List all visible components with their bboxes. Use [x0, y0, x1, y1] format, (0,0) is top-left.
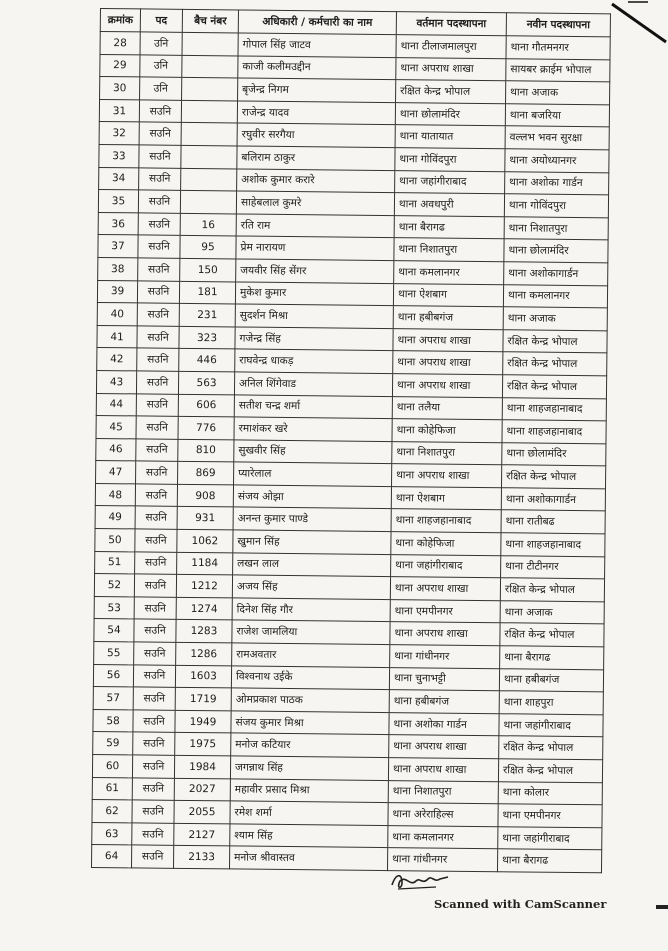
cell-new-posting: थाना अजाक: [500, 601, 604, 625]
cell-post: सउनि: [132, 755, 174, 778]
cell-serial: 28: [100, 32, 140, 55]
cell-current-posting: थाना अपराध शाखा: [393, 351, 503, 375]
cell-new-posting: रक्षित केन्द्र भोपाल: [500, 578, 604, 602]
cell-post: सउनि: [134, 642, 176, 665]
cell-name: अजय सिंह: [232, 575, 390, 599]
cell-post: सउनि: [135, 529, 177, 552]
cell-new-posting: थाना बैरागढ: [500, 646, 604, 670]
cell-batch: 1184: [177, 552, 233, 575]
cell-batch: 776: [178, 416, 234, 439]
cell-new-posting: थाना कोलार: [498, 781, 602, 805]
cell-serial: 54: [94, 619, 134, 642]
cell-batch: 563: [178, 371, 234, 394]
cell-serial: 39: [97, 280, 137, 303]
cell-new-posting: थाना छोलामंदिर: [502, 442, 606, 466]
cell-new-posting: थाना एमपीनगर: [498, 804, 602, 828]
cell-post: सउनि: [139, 122, 181, 145]
cell-current-posting: थाना अपराध शाखा: [392, 464, 502, 488]
cell-name: सुखवीर सिंह: [234, 440, 392, 464]
cell-current-posting: थाना शाहजहानाबाद: [391, 509, 501, 533]
cell-post: उनि: [140, 32, 182, 55]
header-current-posting: वर्तमान पदस्थापना: [396, 12, 506, 36]
cell-name: साहेबलाल कुमरे: [236, 191, 394, 215]
cell-serial: 57: [93, 687, 133, 710]
cell-new-posting: थाना रातीबढ: [501, 510, 605, 534]
cell-post: सउनि: [139, 167, 181, 190]
cell-post: सउनि: [137, 326, 179, 349]
cell-post: उनि: [140, 77, 182, 100]
cell-current-posting: थाना बैरागढ: [394, 215, 504, 239]
cell-serial: 36: [98, 212, 138, 235]
cell-name: ओमप्रकाश पाठक: [231, 688, 389, 712]
cell-current-posting: थाना अपराध शाखा: [388, 758, 498, 782]
cell-current-posting: थाना अवधपुरी: [394, 193, 504, 217]
cell-post: सउनि: [136, 371, 178, 394]
signature: [388, 867, 458, 893]
cell-new-posting: थाना शाहपुरा: [499, 691, 603, 715]
cell-serial: 64: [91, 845, 131, 868]
cell-current-posting: थाना कोहेफिजा: [392, 419, 502, 443]
corner-pen-mark: [608, 0, 668, 45]
cell-current-posting: थाना यातायात: [395, 125, 505, 149]
cell-current-posting: थाना अपराध शाखा: [390, 622, 500, 646]
cell-batch: 1212: [176, 575, 232, 598]
cell-serial: 30: [100, 77, 140, 100]
cell-name: जयवीर सिंह सेंगर: [236, 259, 394, 283]
cell-batch: 1975: [175, 733, 231, 756]
cell-batch: 1603: [175, 665, 231, 688]
cell-new-posting: थाना अशोकागार्डन: [504, 262, 608, 286]
cell-post: सउनि: [133, 710, 175, 733]
cell-current-posting: थाना अरेराहिल्स: [388, 803, 498, 827]
cell-batch: 2127: [174, 823, 230, 846]
cell-post: सउनि: [134, 619, 176, 642]
cell-serial: 41: [97, 325, 137, 348]
cell-serial: 33: [99, 144, 139, 167]
cell-current-posting: थाना निशातपुरा: [394, 238, 504, 262]
cell-batch: [181, 123, 237, 146]
cell-serial: 59: [93, 732, 133, 755]
cell-new-posting: रक्षित केन्द्र भोपाल: [499, 736, 603, 760]
cell-batch: 908: [177, 484, 233, 507]
cell-current-posting: थाना कोहेफिजा: [391, 532, 501, 556]
header-batch: बैच नंबर: [182, 9, 238, 33]
cell-name: दिनेश सिंह गौर: [232, 598, 390, 622]
header-post: पद: [140, 9, 182, 32]
cell-current-posting: थाना जहांगीराबाद: [395, 170, 505, 194]
cell-post: सउनि: [137, 348, 179, 371]
cell-batch: 810: [178, 439, 234, 462]
cell-batch: [181, 168, 237, 191]
cell-current-posting: थाना गांधीनगर: [387, 848, 497, 872]
cell-current-posting: थाना अशोका गार्डन: [389, 712, 499, 736]
cell-new-posting: थाना गौतमनगर: [506, 36, 610, 60]
cell-new-posting: थाना शाहजहानाबाद: [502, 420, 606, 444]
edge-mark: [656, 905, 668, 909]
cell-post: सउनि: [133, 732, 175, 755]
cell-current-posting: थाना टीलाजमालपुरा: [396, 35, 506, 59]
cell-name: राजेश जामलिया: [232, 620, 390, 644]
cell-name: श्याम सिंह: [230, 824, 388, 848]
cell-serial: 60: [92, 754, 132, 777]
table-body: [91, 32, 610, 873]
cell-current-posting: थाना निशातपुरा: [388, 780, 498, 804]
cell-new-posting: थाना बैरागढ: [497, 849, 601, 873]
cell-name: जगन्नाथ सिंह: [230, 756, 388, 780]
cell-new-posting: थाना शाहजहानाबाद: [502, 397, 606, 421]
cell-new-posting: थाना बजरिया: [505, 104, 609, 128]
cell-new-posting: थाना हबीबगंज: [499, 668, 603, 692]
cell-batch: 1062: [177, 529, 233, 552]
cell-batch: 2027: [174, 778, 230, 801]
cell-name: गजेन्द्र सिंह: [235, 327, 393, 351]
cell-serial: 29: [100, 54, 140, 77]
cell-name: सुदर्शन मिश्रा: [235, 304, 393, 328]
cell-post: सउनि: [139, 100, 181, 123]
cell-current-posting: थाना चुनाभट्टी: [389, 667, 499, 691]
cell-current-posting: थाना कमलानगर: [388, 825, 498, 849]
cell-serial: 35: [98, 190, 138, 213]
cell-post: सउनि: [138, 213, 180, 236]
cell-name: काजी कलीमउद्दीन: [238, 56, 396, 80]
cell-batch: [181, 145, 237, 168]
cell-name: संजय ओझा: [233, 485, 391, 509]
cell-serial: 45: [96, 416, 136, 439]
cell-name: मुकेश कुमार: [235, 281, 393, 305]
cell-post: सउनि: [133, 665, 175, 688]
cell-new-posting: थाना टीटीनगर: [501, 555, 605, 579]
cell-current-posting: थाना अपराध शाखा: [393, 328, 503, 352]
cell-serial: 51: [95, 551, 135, 574]
cell-batch: 1949: [175, 710, 231, 733]
cell-batch: 1719: [175, 688, 231, 711]
cell-serial: 46: [96, 438, 136, 461]
cell-name: रामअवतार: [232, 643, 390, 667]
cell-serial: 50: [95, 529, 135, 552]
cell-name: मनोज श्रीवास्तव: [229, 846, 387, 870]
cell-serial: 31: [99, 99, 139, 122]
cell-post: सउनि: [137, 303, 179, 326]
cell-current-posting: थाना एमपीनगर: [390, 599, 500, 623]
cell-new-posting: रक्षित केन्द्र भोपाल: [498, 759, 602, 783]
cell-new-posting: थाना छोलामंदिर: [504, 239, 608, 263]
cell-current-posting: थाना ऐशबाग: [393, 283, 503, 307]
cell-current-posting: रक्षित केन्द्र भोपाल: [396, 80, 506, 104]
cell-batch: 931: [177, 507, 233, 530]
cell-batch: [182, 55, 238, 78]
cell-name: अनन्त कुमार पाण्डे: [233, 507, 391, 531]
cell-post: सउनि: [138, 190, 180, 213]
cell-name: संजय कुमार मिश्रा: [231, 711, 389, 735]
cell-name: रमेश शर्मा: [230, 801, 388, 825]
cell-current-posting: थाना गांधीनगर: [390, 645, 500, 669]
cell-new-posting: वल्लभ भवन सुरक्षा: [505, 126, 609, 150]
cell-serial: 52: [94, 574, 134, 597]
cell-name: लखन लाल: [233, 553, 391, 577]
cell-new-posting: थाना अजाक: [503, 307, 607, 331]
cell-serial: 61: [92, 777, 132, 800]
cell-new-posting: थाना अशोकागार्डन: [501, 488, 605, 512]
cell-post: सउनि: [131, 845, 173, 868]
cell-current-posting: थाना हबीबगंज: [389, 690, 499, 714]
cell-name: प्रेम नारायण: [236, 236, 394, 260]
cell-new-posting: रक्षित केन्द्र भोपाल: [502, 375, 606, 399]
cell-serial: 40: [97, 303, 137, 326]
cell-current-posting: थाना हबीबगंज: [393, 306, 503, 330]
cell-new-posting: थाना अजाक: [506, 81, 610, 105]
cell-name: मनोज कटियार: [231, 733, 389, 757]
cell-batch: 1984: [174, 755, 230, 778]
cell-serial: 38: [98, 257, 138, 280]
cell-batch: 95: [180, 236, 236, 259]
cell-post: सउनि: [132, 800, 174, 823]
scanner-watermark: Scanned with CamScanner: [434, 897, 607, 911]
cell-post: सउनि: [138, 235, 180, 258]
cell-serial: 56: [93, 664, 133, 687]
transfer-list-table: [91, 8, 611, 873]
cell-serial: 63: [92, 822, 132, 845]
cell-post: सउनि: [139, 145, 181, 168]
cell-serial: 53: [94, 596, 134, 619]
cell-name: विश्वनाथ उईके: [231, 666, 389, 690]
cell-batch: 150: [180, 258, 236, 281]
cell-current-posting: थाना अपराध शाखा: [396, 57, 506, 81]
cell-new-posting: थाना कमलानगर: [503, 284, 607, 308]
cell-current-posting: थाना अपराध शाखा: [392, 373, 502, 397]
cell-post: सउनि: [134, 597, 176, 620]
cell-batch: [180, 191, 236, 214]
cell-post: सउनि: [134, 574, 176, 597]
cell-serial: 48: [95, 483, 135, 506]
cell-batch: 323: [179, 326, 235, 349]
cell-batch: 2055: [174, 801, 230, 824]
cell-new-posting: थाना गोविंदपुरा: [504, 194, 608, 218]
cell-new-posting: थाना अशोका गार्डन: [505, 171, 609, 195]
transfer-list-table-wrapper: [91, 8, 610, 873]
cell-name: बलिराम ठाकुर: [237, 146, 395, 170]
cell-post: सउनि: [132, 823, 174, 846]
cell-new-posting: थाना जहांगीराबाद: [499, 714, 603, 738]
cell-serial: 43: [96, 370, 136, 393]
cell-current-posting: थाना अपराध शाखा: [389, 735, 499, 759]
header-name: अधिकारी / कर्मचारी का नाम: [238, 10, 396, 35]
cell-serial: 32: [99, 122, 139, 145]
cell-batch: 16: [180, 213, 236, 236]
cell-name: खुमान सिंह: [233, 530, 391, 554]
cell-post: सउनि: [135, 484, 177, 507]
cell-post: सउनि: [135, 506, 177, 529]
cell-post: सउनि: [135, 552, 177, 575]
cell-name: राघवेन्द्र धाकड़: [235, 349, 393, 373]
cell-serial: 42: [97, 348, 137, 371]
cell-batch: [182, 32, 238, 55]
cell-new-posting: थाना शाहजहानाबाद: [501, 533, 605, 557]
cell-batch: 1274: [176, 597, 232, 620]
cell-batch: 231: [179, 303, 235, 326]
cell-post: सउनि: [138, 258, 180, 281]
cell-batch: [182, 78, 238, 101]
cell-batch: 869: [178, 462, 234, 485]
cell-batch: 1286: [176, 642, 232, 665]
cell-serial: 47: [96, 461, 136, 484]
cell-current-posting: थाना ऐशबाग: [391, 486, 501, 510]
cell-name: बृजेन्द्र निगम: [238, 78, 396, 102]
cell-serial: 58: [93, 709, 133, 732]
cell-new-posting: रक्षित केन्द्र भोपाल: [500, 623, 604, 647]
cell-post: सउनि: [136, 393, 178, 416]
cell-new-posting: रक्षित केन्द्र भोपाल: [501, 465, 605, 489]
cell-current-posting: थाना तलैया: [392, 396, 502, 420]
cell-post: सउनि: [137, 280, 179, 303]
cell-name: राजेन्द्र यादव: [237, 101, 395, 125]
cell-current-posting: थाना अपराध शाखा: [390, 577, 500, 601]
cell-new-posting: थाना जहांगीराबाद: [498, 826, 602, 850]
header-serial: क्रमांक: [100, 9, 140, 32]
cell-name: सतीश चन्द्र शर्मा: [234, 394, 392, 418]
cell-batch: 446: [179, 349, 235, 372]
cell-name: रमाशंकर खरे: [234, 417, 392, 441]
cell-serial: 62: [92, 800, 132, 823]
table-row: [91, 845, 601, 873]
cell-post: सउनि: [136, 461, 178, 484]
cell-serial: 37: [98, 235, 138, 258]
cell-current-posting: थाना जहांगीराबाद: [391, 554, 501, 578]
cell-batch: 1283: [176, 620, 232, 643]
cell-batch: 2133: [173, 846, 229, 869]
cell-serial: 55: [94, 642, 134, 665]
header-new-posting: नवीन पदस्थापना: [506, 13, 610, 37]
cell-name: प्यारेलाल: [234, 462, 392, 486]
cell-current-posting: थाना गोविंदपुरा: [395, 148, 505, 172]
cell-name: गोपाल सिंह जाटव: [238, 33, 396, 57]
cell-new-posting: रक्षित केन्द्र भोपाल: [503, 352, 607, 376]
cell-post: सउनि: [136, 416, 178, 439]
cell-batch: 606: [178, 394, 234, 417]
cell-post: उनि: [140, 55, 182, 78]
cell-batch: [181, 100, 237, 123]
cell-new-posting: रक्षित केन्द्र भोपाल: [503, 329, 607, 353]
cell-name: रति राम: [236, 214, 394, 238]
cell-current-posting: थाना कमलानगर: [394, 261, 504, 285]
cell-new-posting: थाना निशातपुरा: [504, 216, 608, 240]
cell-name: रघुवीर सरगैया: [237, 123, 395, 147]
cell-current-posting: थाना छोलामंदिर: [395, 102, 505, 126]
cell-serial: 44: [96, 393, 136, 416]
cell-post: सउनि: [132, 777, 174, 800]
cell-serial: 34: [99, 167, 139, 190]
cell-name: अशोक कुमार करारे: [237, 169, 395, 193]
cell-new-posting: सायबर क्राईम भोपाल: [506, 58, 610, 82]
cell-new-posting: थाना अयोध्यानगर: [505, 149, 609, 173]
cell-batch: 181: [179, 281, 235, 304]
cell-name: महावीर प्रसाद मिश्रा: [230, 779, 388, 803]
cell-post: सउनि: [133, 687, 175, 710]
cell-post: सउनि: [136, 439, 178, 462]
cell-name: अनिल शिंगेवाड: [234, 372, 392, 396]
cell-current-posting: थाना निशातपुरा: [392, 441, 502, 465]
cell-serial: 49: [95, 506, 135, 529]
